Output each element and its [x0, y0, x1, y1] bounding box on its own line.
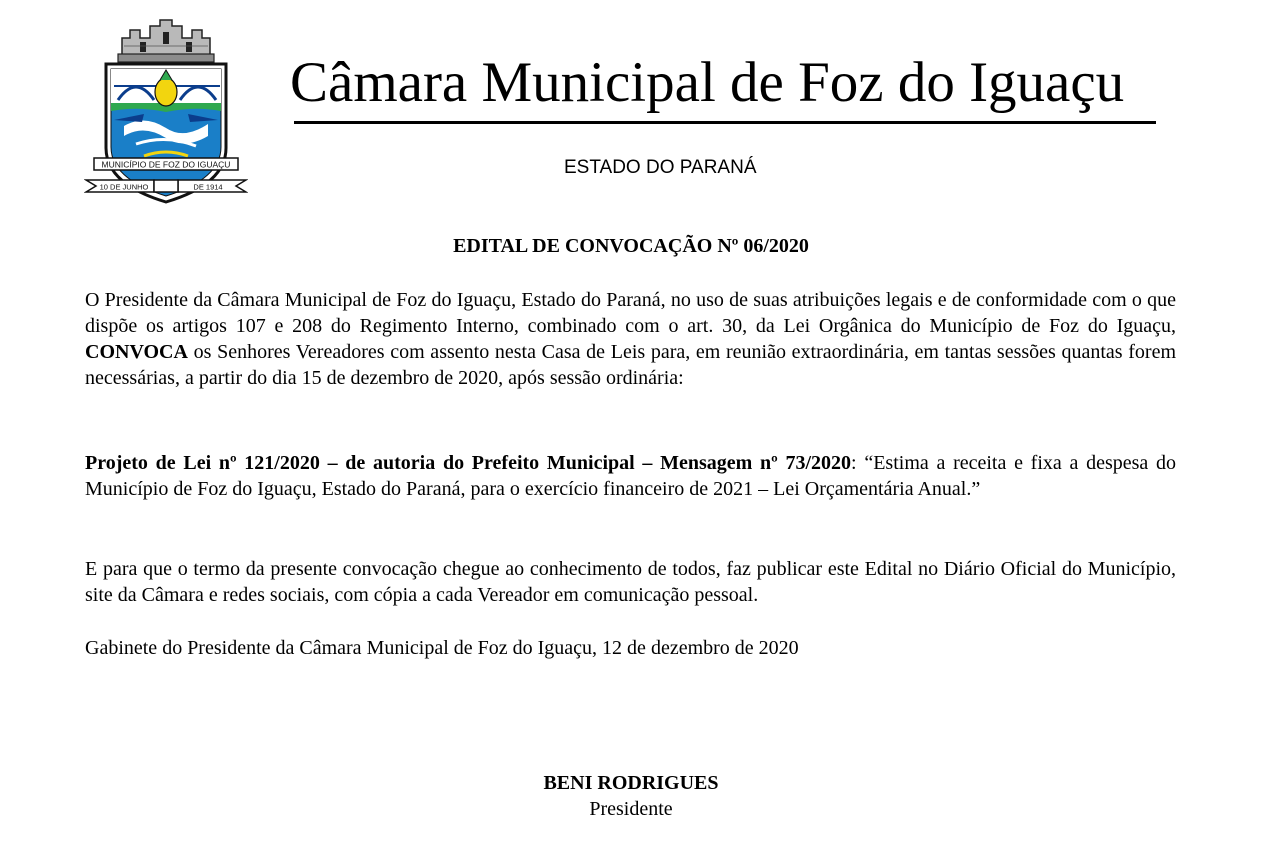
signatory-name: BENI RODRIGUES: [543, 772, 719, 794]
mural-crown: [118, 20, 214, 62]
municipal-coat-of-arms-icon: [84, 16, 248, 208]
crest-banner-text: MUNICÍPIO DE FOZ DO IGUAÇU: [101, 159, 231, 170]
bill-description: : “Estima a receita e fixa a despesa do Município de Foz do Iguaçu, Estado do Paraná, para o exercício financeiro de 2021 – Lei Orçamentária Anual.”: [85, 452, 1176, 500]
place-date-line: Gabinete do Presidente da Câmara Municipal de Foz do Iguaçu, 12 de dezembro de 2020: [85, 637, 799, 659]
bill-paragraph: [85, 450, 1176, 502]
document-heading: EDITAL DE CONVOCAÇÃO Nº 06/2020: [453, 235, 809, 257]
crest-date-left: 10 DE JUNHO: [99, 182, 149, 192]
signatory-role: Presidente: [589, 798, 673, 820]
state-name: ESTADO DO PARANÁ: [564, 157, 757, 178]
crest-banner: [94, 158, 238, 170]
convoca-emphasis: CONVOCA: [85, 341, 188, 363]
chamber-title: Câmara Municipal de Foz do Iguaçu: [290, 51, 1125, 114]
convocation-text-start: O Presidente da Câmara Municipal de Foz do Iguaçu, Estado do Paraná, no uso de suas atribuições legais e de conformidade com o que dispõe os artigos 107 e 208 do Regimento Interno, combinado com o art. 30, da Lei Orgânica do Município de Foz do Iguaçu,: [85, 289, 1176, 337]
convocation-paragraph: [85, 287, 1176, 391]
title-divider: [294, 121, 1156, 124]
publication-paragraph: E para que o termo da presente convocação chegue ao conhecimento de todos, faz publicar este Edital no Diário Oficial do Município, site da Câmara e redes sociais, com cópia a cada Vereador em comunicação pessoal.: [85, 558, 1176, 606]
bill-reference: Projeto de Lei nº 121/2020 – de autoria do Prefeito Municipal – Mensagem nº 73/2020: [85, 452, 852, 474]
convocation-text-end: os Senhores Vereadores com assento nesta Casa de Leis para, em reunião extraordinária, em tantas sessões quantas forem necessárias, a partir do dia 15 de dezembro de 2020, após sessão ordinária:: [85, 341, 1176, 389]
crest-date-ribbon: [86, 180, 246, 192]
crest-date-right: DE 1914: [193, 182, 223, 192]
